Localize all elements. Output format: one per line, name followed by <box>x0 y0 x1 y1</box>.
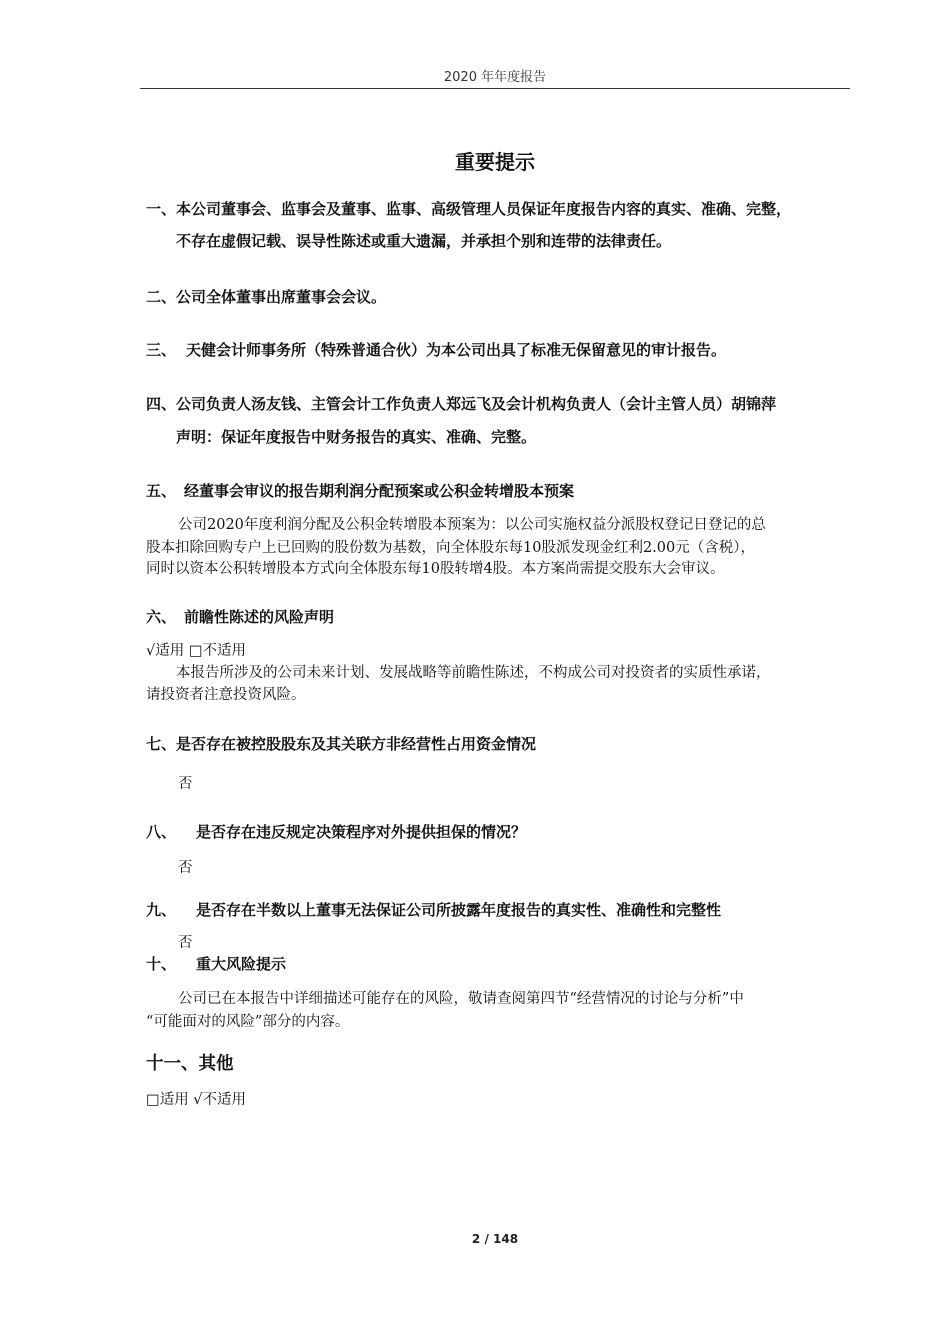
item-8-heading: 八、 是否存在违反规定决策程序对外提供担保的情况？ <box>146 823 527 841</box>
item-10-heading: 十、 重大风险提示 <box>146 955 287 973</box>
item-6-heading: 六、 前瞻性陈述的风险声明 <box>146 608 335 626</box>
item-6-applicability: √适用 □不适用 <box>146 643 247 659</box>
item-6-body-line-2: 请投资者注意投资风险。 <box>146 687 306 703</box>
item-1-line-1: 一、本公司董事会、监事会及董事、监事、高级管理人员保证年度报告内容的真实、准确、完整， <box>146 200 792 218</box>
item-10-body-line-1: 公司已在本报告中详细描述可能存在的风险，敬请查阅第四节“经营情况的讨论与分析”中 <box>178 991 744 1007</box>
header-divider <box>140 88 850 89</box>
item-7-answer: 否 <box>178 776 193 792</box>
item-5-body-line-3: 同时以资本公积转增股本方式向全体股东每10股转增4股。本方案尚需提交股东大会审议。 <box>146 561 725 577</box>
item-7-heading: 七、是否存在被控股股东及其关联方非经营性占用资金情况 <box>146 735 537 753</box>
item-5-body-line-1: 公司2020年度利润分配及公积金转增股本预案为：以公司实施权益分派股权登记日登记的总 <box>178 517 766 533</box>
item-11-applicability: □适用 √不适用 <box>146 1092 247 1108</box>
item-3: 三、 天健会计师事务所（特殊普通合伙）为本公司出具了标准无保留意见的审计报告。 <box>146 341 727 359</box>
item-1-line-2: 不存在虚假记载、误导性陈述或重大遗漏，并承担个别和连带的法律责任。 <box>176 232 672 250</box>
item-5-heading: 五、 经董事会审议的报告期利润分配预案或公积金转增股本预案 <box>146 482 575 500</box>
item-9-heading: 九、 是否存在半数以上董事无法保证公司所披露年度报告的真实性、准确性和完整性 <box>146 901 722 919</box>
item-2: 二、公司全体董事出席董事会会议。 <box>146 288 387 306</box>
item-8-answer: 否 <box>178 860 193 876</box>
page-title: 重要提示 <box>455 150 535 174</box>
item-11-heading: 十一、其他 <box>146 1054 234 1074</box>
running-header: 2020 年年度报告 <box>443 70 547 85</box>
item-5-body-line-2: 股本扣除回购专户上已回购的股份数为基数，向全体股东每10股派发现金红利2.00元（含税）， <box>146 540 755 556</box>
item-6-body-line-1: 本报告所涉及的公司未来计划、发展战略等前瞻性陈述，不构成公司对投资者的实质性承诺， <box>176 665 771 681</box>
item-4-line-1: 四、公司负责人汤友钱、主管会计工作负责人郑远飞及会计机构负责人（会计主管人员）胡锦萍 <box>146 395 777 413</box>
item-9-answer: 否 <box>178 935 193 951</box>
page-number: 2 / 148 <box>471 1232 519 1246</box>
item-10-body-line-2: “可能面对的风险”部分的内容。 <box>146 1014 350 1030</box>
item-4-line-2: 声明：保证年度报告中财务报告的真实、准确、完整。 <box>176 428 537 446</box>
